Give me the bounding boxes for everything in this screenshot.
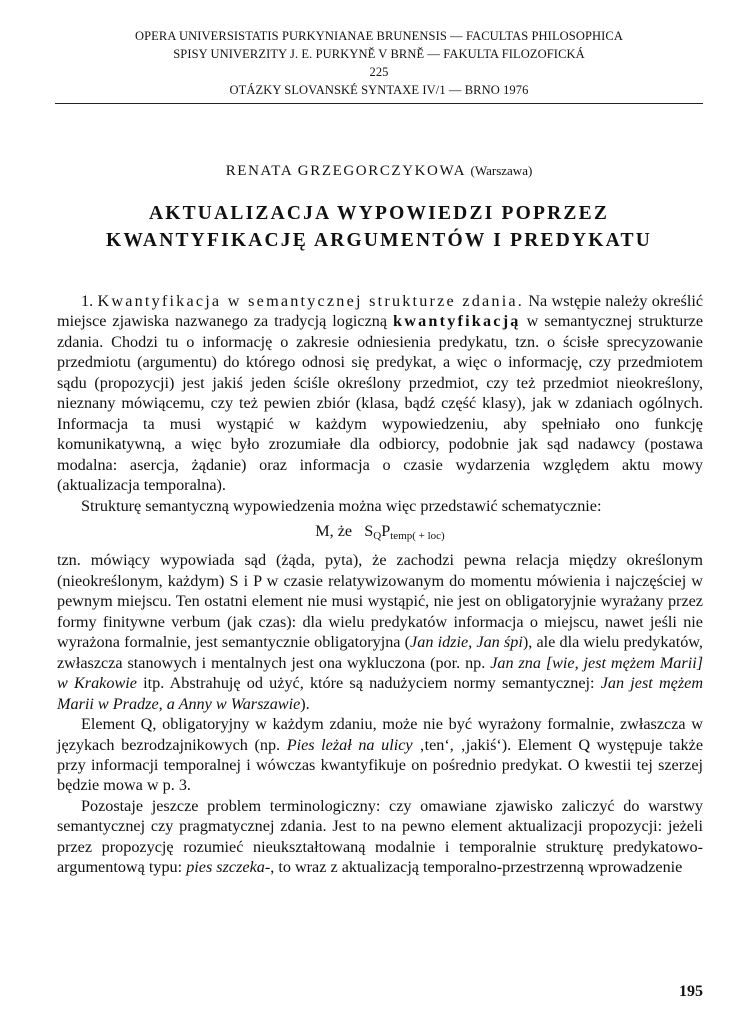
paragraph-3-text-b: ), ale dla wielu predykatów, zwłaszcza stanowych i mentalnych jest ona wykluczona (por. np. bbox=[57, 633, 703, 672]
article-title bbox=[55, 200, 703, 254]
formula-subscript: temp( + loc) bbox=[390, 529, 445, 542]
author-name: RENATA GRZEGORCZYKOWA bbox=[225, 163, 466, 179]
example-3: Jan jest mężem Marii w Pradze, a Anny w Warszawie bbox=[57, 674, 704, 713]
key-term: kwantyfikacją bbox=[393, 312, 521, 331]
author-affiliation: (Warszawa) bbox=[470, 163, 533, 178]
formula-predicate: P bbox=[381, 521, 391, 540]
section-heading: Kwantyfikacja w semantycznej strukturze zdania. bbox=[97, 292, 525, 310]
paragraph-5-text-a: Pozostaje jeszcze problem terminologiczny: czy omawiane zjawisko zaliczyć do warstwy semantycznej czy pragmatycznej zdania. Jest to na pewno element aktualizacji propozycji: jeżeli przez propozycję rozumieć nieukształtowaną modalnie i temporalnie strukturę predykatowo-argumentową typu: bbox=[57, 796, 703, 877]
header-series-latin: OPERA UNIVERSISTATIS PURKYNIANAE BRUNENSIS — FACULTAS PHILOSOPHICA bbox=[135, 29, 623, 43]
page-number: 195 bbox=[679, 983, 703, 1000]
paragraph-1-text-a: Na wstępie należy określić miejsce zjawiska nazwanego za tradycją logiczną bbox=[57, 292, 704, 331]
paragraph-4-text-a: Element Q, obligatoryjny w każdym zdaniu, może nie być wyrażony formalnie, zwłaszcza w językach bezrodzajnikowych (np. bbox=[57, 715, 703, 754]
header-series-czech: SPISY UNIVERZITY J. E. PURKYNĚ V BRNĚ — FAKULTA FILOZOFICKÁ bbox=[173, 47, 585, 61]
example-2: Jan zna [wie, jest mężem Marii] w Krakowie bbox=[57, 653, 703, 693]
formula-quantifier: Q bbox=[373, 529, 382, 542]
section-number: 1. bbox=[81, 292, 94, 310]
example-1: Jan idzie, Jan śpi bbox=[410, 633, 523, 652]
paragraph-2: Strukturę semantyczną wypowiedzenia można więc przedstawić schematycznie: bbox=[81, 496, 602, 515]
title-line-2: KWANTYFIKACJĘ ARGUMENTÓW I PREDYKATU bbox=[106, 230, 652, 251]
example-4: Pies leżał na ulicy bbox=[286, 735, 413, 754]
article-body bbox=[57, 291, 703, 878]
header-volume-number: 225 bbox=[369, 65, 389, 79]
formula-prefix: M, że bbox=[315, 521, 353, 540]
title-line-1: AKTUALIZACJA WYPOWIEDZI POPRZEZ bbox=[148, 203, 610, 224]
paragraph-3-text-a: tzn. mówiący wypowiada sąd (żąda, pyta), że zachodzi pewna relacja między określonym (nieokreślonym, każdym) S i P w czasie relatywizowanym do momentu mówienia i najczęściej w pewnym miejscu. Ten ostatni element nie musi wystąpić, nie jest on obligatoryjnie wyrażany przez formy finitywne verbum (jak czas): dla wielu predykatów informacja o miejscu, nawet jeśli nie wyrażona formalnie, jest semantycznie obligatoryjna ( bbox=[57, 551, 703, 652]
example-5: pies szczeka- bbox=[186, 858, 271, 877]
formula-subject: S bbox=[364, 521, 374, 540]
paragraph-3 bbox=[57, 550, 703, 714]
author-line bbox=[55, 163, 703, 180]
header-rule bbox=[55, 103, 703, 104]
paragraph-4 bbox=[57, 714, 703, 796]
paragraph-1 bbox=[57, 291, 703, 496]
paragraph-3-text-c: itp. Abstrahuję od użyć, które są nadużyciem normy semantycznej: bbox=[143, 674, 595, 693]
paragraph-3-text-d: ). bbox=[300, 694, 310, 713]
paragraph-5-text-b: , to wraz z aktualizacją temporalno-przestrzenną wprowadzenie bbox=[270, 858, 683, 877]
paragraph-1-text-b: w semantycznej strukturze zdania. Chodzi tu o informację o zakresie odniesienia predykatu, tzn. o ścisłe sprecyzowanie przedmiotu (argumentu) do którego odnosi się predykat, a więc o informację, czy przedmiotem sądu (propozycji) jest jakiś jeden ściśle określony przedmiot, czy też przedmiot nieokreślony, nieznany mówiącemu, czy też pewien zbiór (klasa, bądź część klasy), jak w zdaniach ogólnych. Informacja ta musi wystąpić w każdym wypowiedzeniu, aby spełniało ono funkcję komunikatywną, a więc było zrozumiałe dla odbiorcy, podobnie jak sąd nadawcy (postawa modalna: asercja, żądanie) oraz informacja o czasie wydarzenia względem aktu mowy (aktualizacja temporalna). bbox=[57, 312, 704, 495]
paragraph-5 bbox=[57, 796, 703, 878]
journal-header bbox=[55, 27, 703, 104]
header-publication: OTÁZKY SLOVANSKÉ SYNTAXE IV/1 — BRNO 1976 bbox=[229, 83, 529, 97]
formula bbox=[57, 521, 703, 546]
paragraph-4-text-b: ‚ten‘, ‚jakiś‘). Element Q występuje także przy informacji temporalnej i wówczas kwantyfikuje on pośrednio predykat. O kwestii tej szerzej będzie mowa w p. 3. bbox=[57, 735, 704, 795]
